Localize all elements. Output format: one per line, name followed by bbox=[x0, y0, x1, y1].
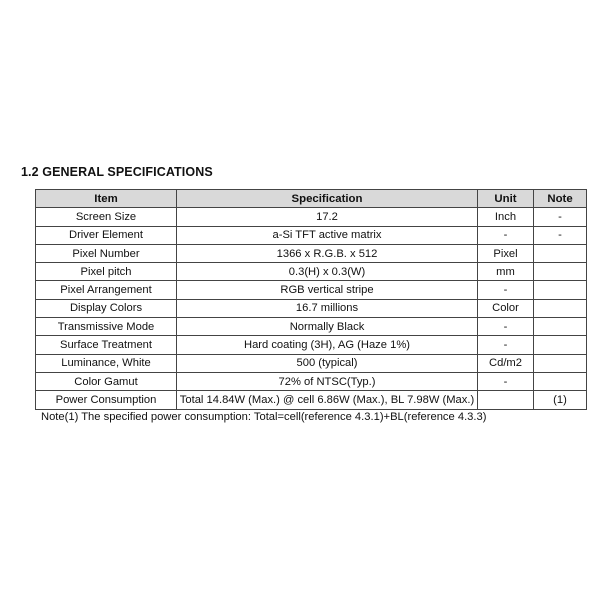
cell-specification: 0.3(H) x 0.3(W) bbox=[177, 263, 478, 281]
cell-item: Color Gamut bbox=[36, 372, 177, 390]
general-specifications-table bbox=[35, 189, 587, 410]
cell-unit: Pixel bbox=[478, 244, 534, 262]
cell-item: Pixel Arrangement bbox=[36, 281, 177, 299]
cell-unit: Inch bbox=[478, 208, 534, 226]
cell-unit: - bbox=[478, 281, 534, 299]
cell-note bbox=[534, 244, 587, 262]
column-header-item: Item bbox=[36, 190, 177, 208]
table-row bbox=[36, 336, 587, 354]
cell-note bbox=[534, 318, 587, 336]
cell-note bbox=[534, 299, 587, 317]
cell-item: Surface Treatment bbox=[36, 336, 177, 354]
table-row bbox=[36, 226, 587, 244]
table-row bbox=[36, 263, 587, 281]
cell-note bbox=[534, 263, 587, 281]
cell-note bbox=[534, 354, 587, 372]
table-row bbox=[36, 299, 587, 317]
table-header-row bbox=[36, 190, 587, 208]
cell-item: Transmissive Mode bbox=[36, 318, 177, 336]
cell-unit: - bbox=[478, 372, 534, 390]
cell-specification: RGB vertical stripe bbox=[177, 281, 478, 299]
cell-unit: - bbox=[478, 336, 534, 354]
cell-item: Screen Size bbox=[36, 208, 177, 226]
table-row bbox=[36, 318, 587, 336]
table-row bbox=[36, 208, 587, 226]
cell-item: Driver Element bbox=[36, 226, 177, 244]
column-header-note: Note bbox=[534, 190, 587, 208]
cell-unit: Cd/m2 bbox=[478, 354, 534, 372]
table-row bbox=[36, 354, 587, 372]
column-header-unit: Unit bbox=[478, 190, 534, 208]
cell-item: Pixel Number bbox=[36, 244, 177, 262]
cell-note: (1) bbox=[534, 391, 587, 409]
cell-unit: Color bbox=[478, 299, 534, 317]
cell-note bbox=[534, 336, 587, 354]
cell-unit: - bbox=[478, 226, 534, 244]
cell-unit: - bbox=[478, 318, 534, 336]
cell-item: Luminance, White bbox=[36, 354, 177, 372]
table-row bbox=[36, 281, 587, 299]
cell-specification: 17.2 bbox=[177, 208, 478, 226]
cell-specification: a-Si TFT active matrix bbox=[177, 226, 478, 244]
cell-note bbox=[534, 281, 587, 299]
footnote: Note(1) The specified power consumption: Total=cell(reference 4.3.1)+BL(reference 4.3.3) bbox=[41, 411, 487, 423]
cell-item: Display Colors bbox=[36, 299, 177, 317]
table-row bbox=[36, 244, 587, 262]
cell-unit bbox=[478, 391, 534, 409]
cell-unit: mm bbox=[478, 263, 534, 281]
cell-note bbox=[534, 372, 587, 390]
cell-specification: 16.7 millions bbox=[177, 299, 478, 317]
section-title: 1.2 GENERAL SPECIFICATIONS bbox=[21, 165, 213, 179]
cell-specification: 500 (typical) bbox=[177, 354, 478, 372]
cell-item: Pixel pitch bbox=[36, 263, 177, 281]
cell-specification: 72% of NTSC(Typ.) bbox=[177, 372, 478, 390]
table-row bbox=[36, 391, 587, 409]
column-header-specification: Specification bbox=[177, 190, 478, 208]
cell-item: Power Consumption bbox=[36, 391, 177, 409]
table-row bbox=[36, 372, 587, 390]
cell-note: - bbox=[534, 226, 587, 244]
cell-specification: Hard coating (3H), AG (Haze 1%) bbox=[177, 336, 478, 354]
cell-specification: Total 14.84W (Max.) @ cell 6.86W (Max.), BL 7.98W (Max.) bbox=[177, 391, 478, 409]
cell-specification: 1366 x R.G.B. x 512 bbox=[177, 244, 478, 262]
cell-specification: Normally Black bbox=[177, 318, 478, 336]
cell-note: - bbox=[534, 208, 587, 226]
